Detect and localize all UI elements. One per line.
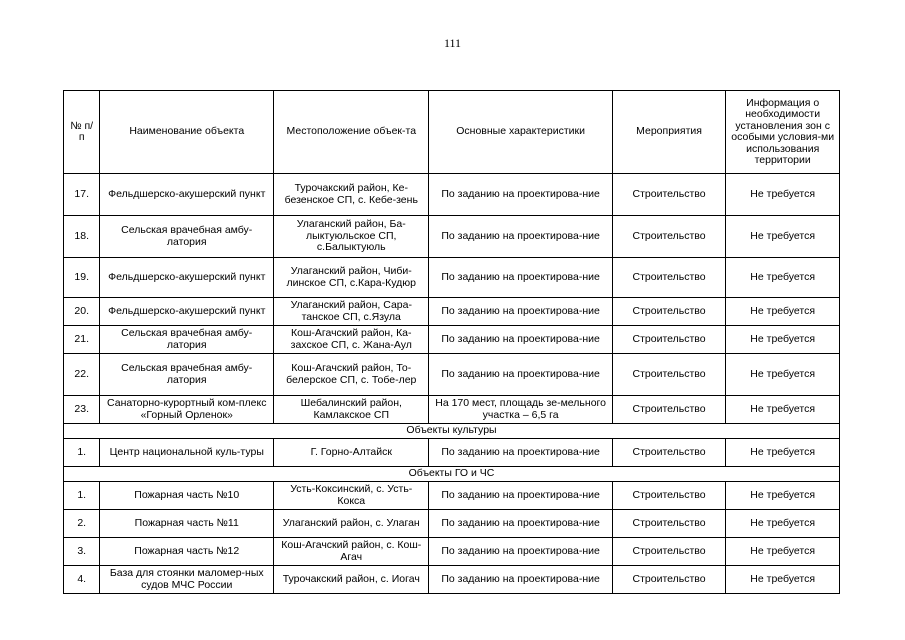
- section-row: [64, 467, 840, 482]
- table-row: [64, 258, 840, 298]
- cell-location: Турочакский район, Ке-безенское СП, с. Кебе-зень: [274, 174, 429, 216]
- cell-name: Фельдшерско-акушерский пункт: [100, 298, 274, 326]
- section-row: [64, 424, 840, 439]
- cell-characteristics: По заданию на проектирова-ние: [429, 258, 612, 298]
- cell-activities: Строительство: [612, 258, 726, 298]
- cell-num: 4.: [64, 566, 100, 594]
- cell-location: Шебалинский район, Камлакское СП: [274, 396, 429, 424]
- table-body: [64, 174, 840, 594]
- cell-info: Не требуется: [726, 354, 840, 396]
- table-row: [64, 216, 840, 258]
- cell-activities: Строительство: [612, 326, 726, 354]
- cell-location: Турочакский район, с. Иогач: [274, 566, 429, 594]
- cell-info: Не требуется: [726, 258, 840, 298]
- cell-activities: Строительство: [612, 396, 726, 424]
- cell-name: Пожарная часть №11: [100, 510, 274, 538]
- table-row: [64, 482, 840, 510]
- cell-location: Улаганский район, Чиби-линское СП, с.Кара-Кудюр: [274, 258, 429, 298]
- cell-info: Не требуется: [726, 538, 840, 566]
- table-row: [64, 298, 840, 326]
- cell-characteristics: По заданию на проектирова-ние: [429, 439, 612, 467]
- header-name: Наименование объекта: [100, 91, 274, 174]
- cell-num: 2.: [64, 510, 100, 538]
- table-row: [64, 439, 840, 467]
- cell-name: Пожарная часть №12: [100, 538, 274, 566]
- cell-num: 23.: [64, 396, 100, 424]
- table-row: [64, 326, 840, 354]
- cell-num: 20.: [64, 298, 100, 326]
- cell-activities: Строительство: [612, 482, 726, 510]
- cell-info: Не требуется: [726, 439, 840, 467]
- table-header: [64, 91, 840, 174]
- cell-name: Фельдшерско-акушерский пункт: [100, 174, 274, 216]
- cell-location: Кош-Агачский район, То-белерское СП, с. Тобе-лер: [274, 354, 429, 396]
- cell-num: 18.: [64, 216, 100, 258]
- cell-num: 1.: [64, 482, 100, 510]
- cell-num: 1.: [64, 439, 100, 467]
- cell-name: Пожарная часть №10: [100, 482, 274, 510]
- cell-name: Фельдшерско-акушерский пункт: [100, 258, 274, 298]
- cell-characteristics: На 170 мест, площадь зе-мельного участка – 6,5 га: [429, 396, 612, 424]
- page-number: 111: [443, 36, 462, 50]
- objects-table: [63, 90, 840, 594]
- cell-num: 17.: [64, 174, 100, 216]
- cell-location: Г. Горно-Алтайск: [274, 439, 429, 467]
- cell-info: Не требуется: [726, 174, 840, 216]
- cell-activities: Строительство: [612, 174, 726, 216]
- cell-characteristics: По заданию на проектирова-ние: [429, 354, 612, 396]
- cell-activities: Строительство: [612, 510, 726, 538]
- cell-characteristics: По заданию на проектирова-ние: [429, 326, 612, 354]
- cell-num: 22.: [64, 354, 100, 396]
- header-info: Информация о необходимости установления зон с особыми условия-ми использования территории: [726, 91, 840, 174]
- cell-activities: Строительство: [612, 298, 726, 326]
- cell-location: Улаганский район, Сара-танское СП, с.Язула: [274, 298, 429, 326]
- table-row: [64, 510, 840, 538]
- cell-info: Не требуется: [726, 298, 840, 326]
- cell-activities: Строительство: [612, 566, 726, 594]
- cell-info: Не требуется: [726, 482, 840, 510]
- cell-location: Улаганский район, Ба-лыктуюльское СП, с.Балыктуюль: [274, 216, 429, 258]
- cell-name: Сельская врачебная амбу-латория: [100, 326, 274, 354]
- cell-info: Не требуется: [726, 326, 840, 354]
- table-row: [64, 566, 840, 594]
- cell-num: 3.: [64, 538, 100, 566]
- header-characteristics: Основные характеристики: [429, 91, 612, 174]
- cell-activities: Строительство: [612, 439, 726, 467]
- cell-location: Усть-Коксинский, с. Усть-Кокса: [274, 482, 429, 510]
- cell-name: Центр национальной куль-туры: [100, 439, 274, 467]
- header-location: Местоположение объек-та: [274, 91, 429, 174]
- cell-characteristics: По заданию на проектирова-ние: [429, 510, 612, 538]
- cell-num: 19.: [64, 258, 100, 298]
- cell-characteristics: По заданию на проектирова-ние: [429, 538, 612, 566]
- cell-name: Сельская врачебная амбу-латория: [100, 216, 274, 258]
- cell-name: Санаторно-курортный ком-плекс «Горный Орленок»: [100, 396, 274, 424]
- table-row: [64, 174, 840, 216]
- table-row: [64, 354, 840, 396]
- header-num: № п/п: [64, 91, 100, 174]
- cell-activities: Строительство: [612, 538, 726, 566]
- cell-location: Кош-Агачский район, Ка-захское СП, с. Жана-Аул: [274, 326, 429, 354]
- cell-activities: Строительство: [612, 216, 726, 258]
- cell-num: 21.: [64, 326, 100, 354]
- cell-characteristics: По заданию на проектирова-ние: [429, 566, 612, 594]
- header-row: [64, 91, 840, 174]
- cell-info: Не требуется: [726, 510, 840, 538]
- cell-name: База для стоянки маломер-ных судов МЧС России: [100, 566, 274, 594]
- table-row: [64, 396, 840, 424]
- cell-location: Кош-Агачский район, с. Кош-Агач: [274, 538, 429, 566]
- cell-characteristics: По заданию на проектирова-ние: [429, 174, 612, 216]
- cell-activities: Строительство: [612, 354, 726, 396]
- section-title: Объекты ГО и ЧС: [64, 467, 840, 482]
- section-title: Объекты культуры: [64, 424, 840, 439]
- cell-characteristics: По заданию на проектирова-ние: [429, 216, 612, 258]
- cell-name: Сельская врачебная амбу-латория: [100, 354, 274, 396]
- cell-info: Не требуется: [726, 216, 840, 258]
- cell-info: Не требуется: [726, 566, 840, 594]
- cell-characteristics: По заданию на проектирова-ние: [429, 482, 612, 510]
- header-activities: Мероприятия: [612, 91, 726, 174]
- table-row: [64, 538, 840, 566]
- cell-characteristics: По заданию на проектирова-ние: [429, 298, 612, 326]
- cell-location: Улаганский район, с. Улаган: [274, 510, 429, 538]
- cell-info: Не требуется: [726, 396, 840, 424]
